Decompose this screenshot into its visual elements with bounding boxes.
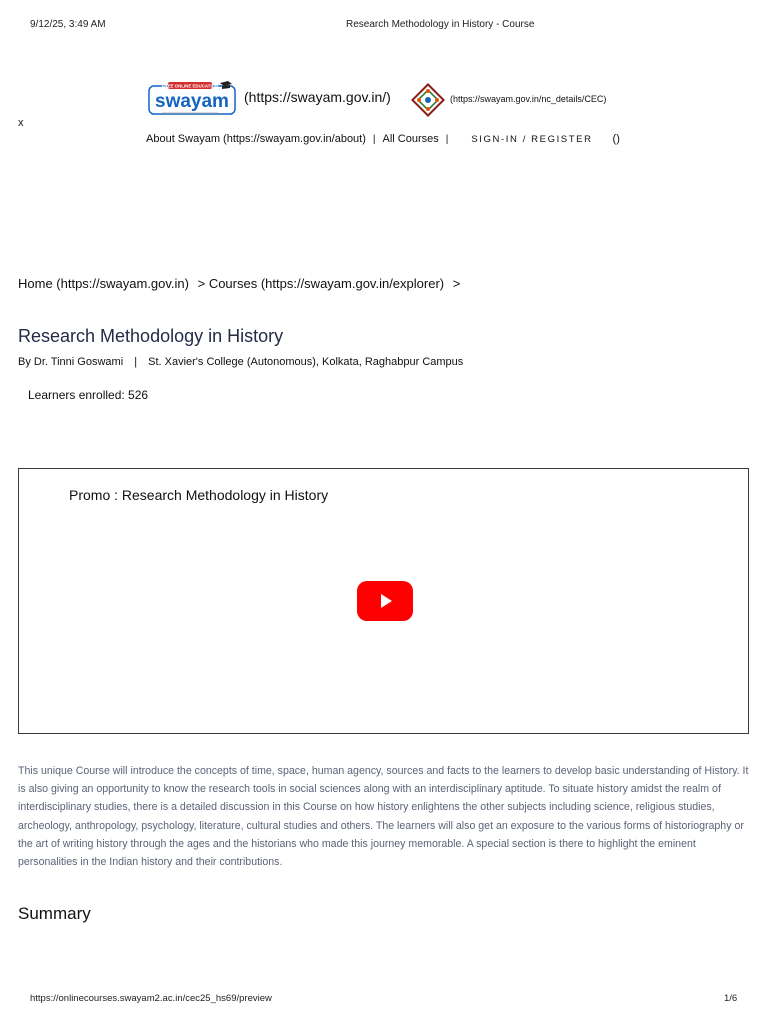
print-page-number: 1/6	[724, 993, 738, 1004]
print-page-title: Research Methodology in History - Course	[346, 19, 535, 30]
course-description: This unique Course will introduce the concepts of time, space, human agency, sources and facts to the learners to develop basic understanding of History. It is also giving an opportunity to know the research tools in social sciences along with an interdisciplinary aptitude. To situate history amidst the realm of interdisciplinary studies, there is a detailed discussion in this Course on how history enlightens the other subjects including science, religious studies, archeology, anthropology, psychology, literature, cultural studies and others. The learners will also get an exposure to the various forms of historiography or the art of writing history through the ages and the historians who made this journey memorable. A special section is there to highlight the eminent personalities in the Indian history and their contributions.	[18, 765, 749, 869]
breadcrumb-trail: >	[452, 276, 461, 291]
swayam-logo[interactable]	[148, 80, 238, 118]
breadcrumb-home[interactable]: Home (https://swayam.gov.in)	[18, 276, 189, 291]
print-footer-url: https://onlinecourses.swayam2.ac.in/cec25_hs69/preview	[30, 993, 272, 1004]
nav-empty-link[interactable]: ()	[612, 133, 620, 145]
close-icon[interactable]: x	[18, 117, 24, 129]
swayam-home-link[interactable]: (https://swayam.gov.in/)	[244, 89, 391, 105]
breadcrumb-courses[interactable]: > Courses (https://swayam.gov.in/explorer)	[197, 276, 445, 291]
logo-tagline: FREE ONLINE EDUCATION	[161, 83, 219, 89]
video-title[interactable]: Promo : Research Methodology in History	[69, 487, 329, 503]
sign-in-register-link[interactable]: SIGN-IN / REGISTER	[471, 133, 593, 145]
course-byline	[18, 356, 463, 368]
nav-all-courses[interactable]: All Courses	[382, 133, 439, 145]
print-datetime: 9/12/25, 3:49 AM	[30, 19, 106, 30]
cec-emblem-icon[interactable]	[411, 83, 445, 117]
instructor-name: By Dr. Tinni Goswami	[18, 356, 124, 368]
institution-name: St. Xavier's College (Autonomous), Kolkata, Raghabpur Campus	[148, 356, 464, 368]
learners-enrolled: Learners enrolled: 526	[28, 388, 149, 402]
summary-heading: Summary	[18, 904, 91, 923]
youtube-play-button[interactable]	[357, 581, 413, 621]
logo-wordmark: swayam	[155, 91, 229, 112]
swayam-logo-icon	[148, 80, 238, 118]
nav-about-swayam[interactable]: About Swayam (https://swayam.gov.in/about)	[146, 133, 366, 145]
nav-separator: |	[372, 133, 376, 145]
nav-separator: |	[445, 133, 449, 145]
promo-video-player[interactable]	[18, 468, 749, 734]
breadcrumb	[18, 276, 465, 291]
play-icon	[375, 591, 395, 611]
cec-details-link[interactable]: (https://swayam.gov.in/nc_details/CEC)	[450, 94, 607, 104]
top-nav	[146, 133, 620, 145]
byline-separator: |	[134, 356, 138, 368]
page-title: Research Methodology in History	[18, 326, 284, 346]
